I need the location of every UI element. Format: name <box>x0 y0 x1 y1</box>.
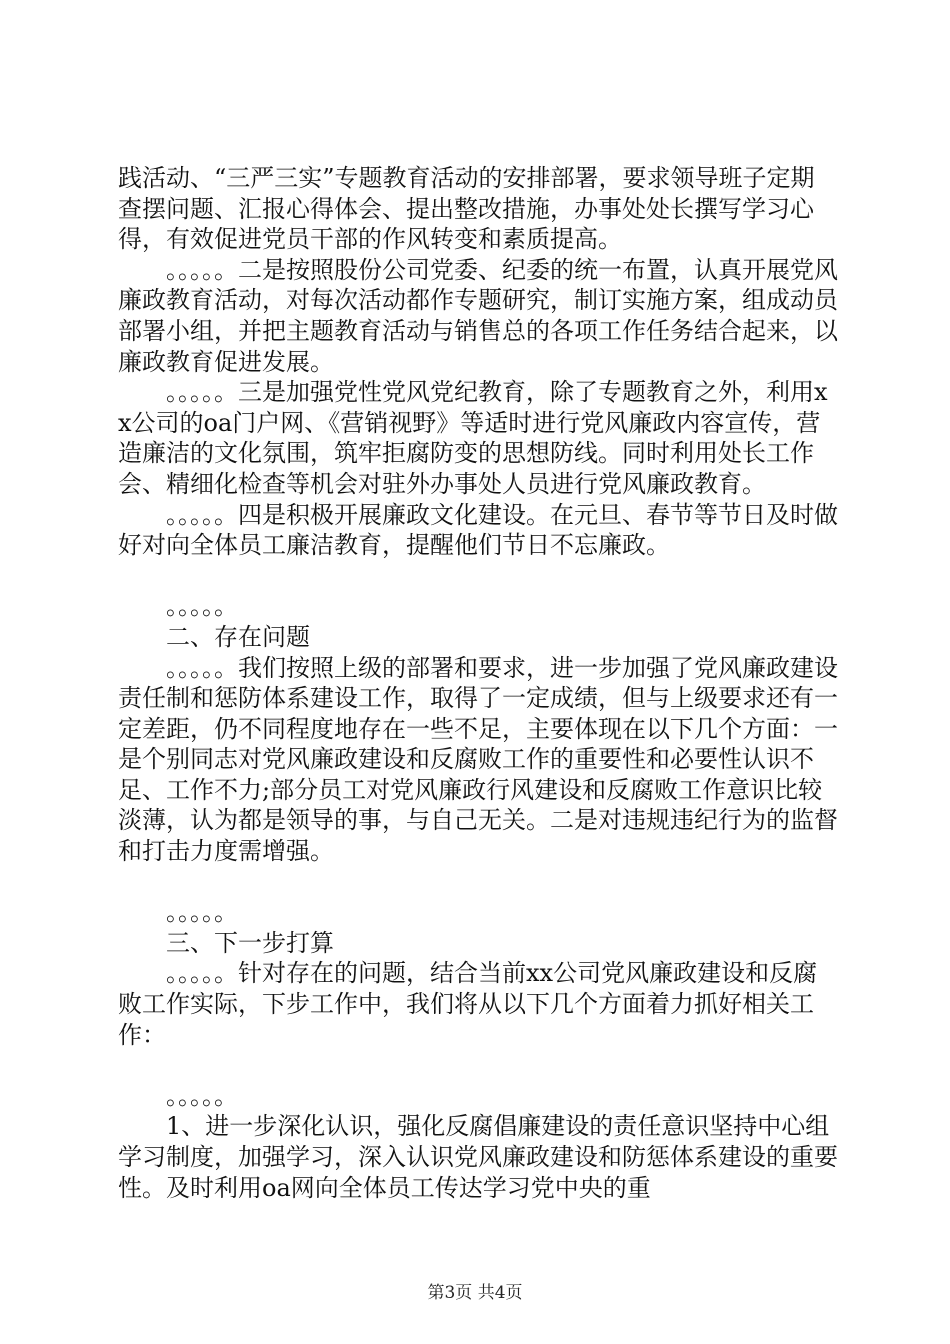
paragraph-point-one: 1、进一步深化认识，强化反腐倡廉建设的责任意识坚持中心组学习制度，加强学习，深入认识党风廉政建设和防惩体系建设的重要性。及时利用oa网向全体员工传达学习党中央的重 <box>118 1112 838 1202</box>
dot-separator: 。。。。。 <box>166 1081 238 1110</box>
page-number-footer: 第3页 共4页 <box>427 1283 523 1303</box>
paragraph-item-three: 。。。。。三是加强党性党风党纪教育，除了专题教育之外，利用xx公司的oa门户网、《营销视野》等适时进行党风廉政内容宣传，营造廉洁的文化氛围，筑牢拒腐防变的思想防线。同时利用处长工作会、精细化检查等机会对驻外办事处人员进行党风廉政教育。 <box>118 378 828 498</box>
paragraph-item-four: 。。。。。四是积极开展廉政文化建设。在元旦、春节等节日及时做好对向全体员工廉洁教育，提醒他们节日不忘廉政。 <box>118 500 838 560</box>
blank-line <box>118 1050 838 1081</box>
blank-line <box>118 867 838 898</box>
paragraph-problems: 。。。。。我们按照上级的部署和要求，进一步加强了党风廉政建设责任制和惩防体系建设工作，取得了一定成绩，但与上级要求还有一定差距，仍不同程度地存在一些不足，主要体现在以下几个方面：一是个别同志对党风廉政建设和反腐败工作的重要性和必要性认识不足、工作不力;部分员工对党风廉政行风建设和反腐败工作意识比较淡薄，认为都是领导的事，与自己无关。二是对违规违纪行为的监督和打击力度需增强。 <box>118 653 838 866</box>
blank-line <box>118 561 838 592</box>
section-heading-problems: 二、存在问题 <box>166 622 310 651</box>
dot-separator: 。。。。。 <box>166 592 238 621</box>
paragraph-continuation: 践活动、“三严三实”专题教育活动的安排部署，要求领导班子定期查摆问题、汇报心得体会、提出整改措施，办事处处长撰写学习心得，有效促进党员干部的作风转变和素质提高。 <box>118 164 815 254</box>
document-body <box>118 163 838 1203</box>
paragraph-next-steps: 。。。。。针对存在的问题，结合当前xx公司党风廉政建设和反腐败工作实际，下步工作中，我们将从以下几个方面着力抓好相关工作： <box>118 959 818 1049</box>
section-heading-next-steps: 三、下一步打算 <box>166 928 334 957</box>
dot-separator: 。。。。。 <box>166 898 238 927</box>
paragraph-item-two: 。。。。。二是按照股份公司党委、纪委的统一布置，认真开展党风廉政教育活动，对每次活动都作专题研究，制订实施方案，组成动员部署小组，并把主题教育活动与销售总的各项工作任务结合起来，以廉政教育促进发展。 <box>118 255 838 376</box>
